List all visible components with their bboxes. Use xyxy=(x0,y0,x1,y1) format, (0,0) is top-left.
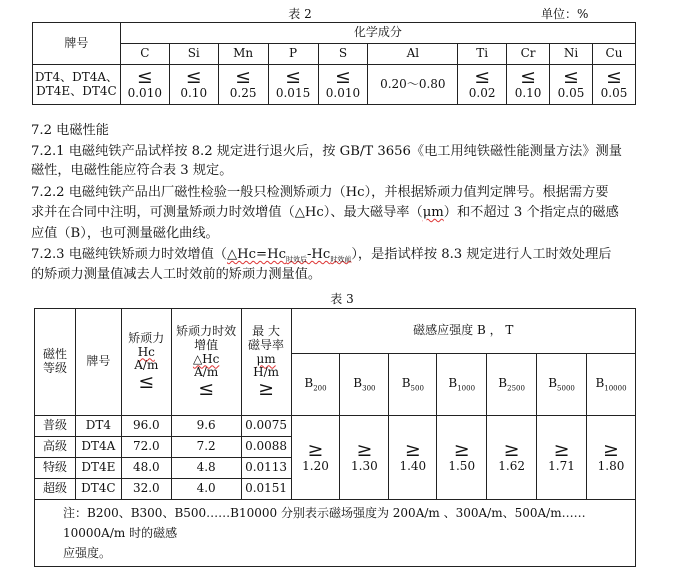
para-7-2-1-line2: 磁性，电磁性能应符合表 3 规定。 xyxy=(31,163,233,178)
table3-b-col-header: $B_{500}$ xyxy=(389,354,437,416)
table3-grade-header: 磁性 等级 xyxy=(35,309,76,416)
table3-b-value-cell: ≥ 1.50 xyxy=(437,416,487,500)
table3-mu-cell: 0.0151 xyxy=(241,479,291,500)
mu-symbol: μm xyxy=(422,205,444,220)
table2-value-p: ≤ 0.015 xyxy=(268,65,318,105)
table2-value-si: ≤ 0.10 xyxy=(169,65,218,105)
table2-caption: 表 2 xyxy=(288,7,312,21)
table3-grade-cell: 普级 xyxy=(35,416,76,437)
para-7-2-1-line1: 7.2.1 电磁纯铁产品试样按 8.2 规定进行退火后，按 GB/T 3656《电工用纯铁磁性能测量方法》测量 xyxy=(31,144,622,159)
table2-element-header: C xyxy=(120,44,169,65)
table3-b-col-header: $B_{1000}$ xyxy=(437,354,487,416)
table2-value-mn: ≤ 0.25 xyxy=(218,65,268,105)
table3-hc-cell: 32.0 xyxy=(121,479,171,500)
table2-value-ni: ≤ 0.05 xyxy=(550,65,593,105)
table2-brands-cell xyxy=(33,65,121,105)
table2-element-header: Ni xyxy=(550,44,593,65)
table3-note-line2: 应强度。 xyxy=(63,546,112,560)
table2-element-header: Al xyxy=(368,44,458,65)
table3-dhc-cell: 9.6 xyxy=(171,416,241,437)
table2-element-header: P xyxy=(268,44,318,65)
table3-b-header: 磁感应强度 B ， T xyxy=(291,309,635,354)
table2-value-cr: ≤ 0.10 xyxy=(507,65,550,105)
table3-b-value-cell: ≥ 1.40 xyxy=(389,416,437,500)
table2 xyxy=(32,22,636,105)
table2-value-s: ≤ 0.010 xyxy=(318,65,368,105)
table2-value-ti: ≤ 0.02 xyxy=(458,65,507,105)
table3-b-col-header: $B_{200}$ xyxy=(291,354,340,416)
para-7-2-2-line2: 求并在合同中注明，可测量矫顽力时效增值（△Hc）、最大磁导率（μm）和不超过 3 个指定点的磁感 xyxy=(31,205,619,220)
table3-b-value-cell: ≥ 1.71 xyxy=(537,416,587,500)
table3-grade-cell: 高级 xyxy=(35,437,76,458)
table3-b-col-header: $B_{2500}$ xyxy=(487,354,537,416)
table2-brand-header: 牌号 xyxy=(33,23,121,65)
table3-note-line1: 注：B200、B300、B500……B10000 分别表示磁场强度为 200A/m 、300A/m、500A/m……10000A/m 时的磁感 xyxy=(63,506,586,540)
table2-element-header: Ti xyxy=(458,44,507,65)
table3-b-value-cell: ≥ 1.30 xyxy=(340,416,389,500)
table3-dhc-cell: 7.2 xyxy=(171,437,241,458)
table3-mu-cell: 0.0113 xyxy=(241,458,291,479)
table3-brand-cell: DT4C xyxy=(75,479,121,500)
table3-b-col-header: $B_{10000}$ xyxy=(586,354,635,416)
dhc-formula: $\triangle Hc=Hc_{时效后}-Hc_{时效前}$ xyxy=(227,247,352,264)
table3-mu-header: 最 大 磁导率 μm H/m ≥ xyxy=(241,309,291,416)
table2-element-header: Si xyxy=(169,44,218,65)
table3-hc-cell: 72.0 xyxy=(121,437,171,458)
table3-hc-cell: 48.0 xyxy=(121,458,171,479)
table3 xyxy=(34,308,636,567)
table3-dhc-header: 矫顽力时效 增值 △Hc A/m ≤ xyxy=(171,309,241,416)
para-7-2-3-line1: 7.2.3 电磁纯铁矫顽力时效增值$(\triangle Hc=Hc_{时效后}-Hc_{时效前})$，是指试样按 8.3 规定进行人工时效处理后 xyxy=(31,247,612,264)
table2-value-al: 0.20～0.80 xyxy=(368,65,458,105)
table3-b-value-cell: ≥ 1.20 xyxy=(291,416,340,500)
table3-grade-cell: 特级 xyxy=(35,458,76,479)
table2-value-cu: ≤ 0.05 xyxy=(592,65,635,105)
table3-b-col-header: $B_{5000}$ xyxy=(537,354,587,416)
table3-caption: 表 3 xyxy=(330,292,354,306)
table3-note xyxy=(35,500,636,567)
table3-hc-cell: 96.0 xyxy=(121,416,171,437)
table2-brands-line2: DT4E、DT4C xyxy=(36,83,117,98)
table3-hc-header: 矫顽力 Hc A/m ≤ xyxy=(121,309,171,416)
table3-mu-cell: 0.0075 xyxy=(241,416,291,437)
table3-brand-cell: DT4A xyxy=(75,437,121,458)
table3-brand-cell: DT4 xyxy=(75,416,121,437)
table2-chem-header: 化学成分 xyxy=(120,23,635,44)
table2-brands-line1: DT4、DT4A、 xyxy=(34,69,118,84)
table2-element-header: S xyxy=(318,44,368,65)
table2-unit: 单位：% xyxy=(541,7,589,21)
table3-brand-header: 牌号 xyxy=(75,309,121,416)
table2-element-header: Cu xyxy=(592,44,635,65)
table3-mu-cell: 0.0088 xyxy=(241,437,291,458)
table3-brand-cell: DT4E xyxy=(75,458,121,479)
para-7-2-3-line2: 的矫顽力测量值减去人工时效前的矫顽力测量值。 xyxy=(31,267,322,282)
table2-value-c: ≤ 0.010 xyxy=(120,65,169,105)
table3-dhc-cell: 4.0 xyxy=(171,479,241,500)
table3-b-col-header: $B_{300}$ xyxy=(340,354,389,416)
table2-element-header: Mn xyxy=(218,44,268,65)
table3-grade-cell: 超级 xyxy=(35,479,76,500)
table2-element-header: Cr xyxy=(507,44,550,65)
para-7-2-2-line3: 应值（B），也可测量磁化曲线。 xyxy=(31,226,219,241)
para-7-2-2-line1: 7.2.2 电磁纯铁产品出厂磁性检验一般只检测矫顽力（Hc），并根据矫顽力值判定牌号。根据需方要 xyxy=(31,185,609,200)
table3-b-value-cell: ≥ 1.62 xyxy=(487,416,537,500)
table3-b-value-cell: ≥ 1.80 xyxy=(586,416,635,500)
section-7-2-heading: 7.2 电磁性能 xyxy=(31,123,109,138)
table3-dhc-cell: 4.8 xyxy=(171,458,241,479)
